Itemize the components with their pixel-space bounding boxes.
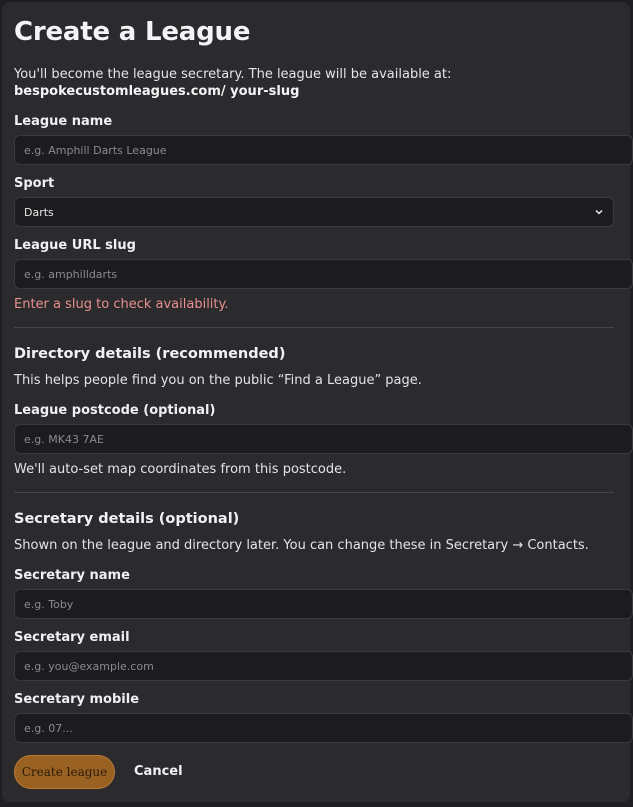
directory-description: This helps people find you on the public “Find a League” page. [14, 373, 422, 388]
secretary-description: Shown on the league and directory later. You can change these in Secretary → Contacts. [14, 538, 589, 553]
secretary-name-label: Secretary name [14, 568, 130, 583]
page-title: Create a League [14, 17, 251, 47]
directory-heading: Directory details (recommended) [14, 346, 286, 362]
slug-label: League URL slug [14, 238, 136, 253]
league-name-input[interactable] [14, 135, 633, 165]
secretary-name-input[interactable] [14, 589, 633, 619]
postcode-input[interactable] [14, 424, 633, 454]
intro-description: You'll become the league secretary. The league will be available at: [14, 67, 452, 82]
secretary-email-input[interactable] [14, 651, 633, 681]
postcode-label: League postcode (optional) [14, 403, 216, 418]
cancel-button[interactable]: Cancel [134, 764, 183, 779]
secretary-heading: Secretary details (optional) [14, 511, 240, 527]
create-league-card [2, 2, 630, 802]
league-name-label: League name [14, 114, 113, 129]
postcode-hint: We'll auto-set map coordinates from this postcode. [14, 462, 347, 477]
slug-status-message: Enter a slug to check availability. [14, 297, 229, 312]
intro-text [14, 66, 610, 100]
chevron-down-icon [594, 207, 604, 217]
secretary-email-label: Secretary email [14, 630, 130, 645]
create-league-button[interactable]: Create league [14, 755, 115, 789]
sport-label: Sport [14, 176, 55, 191]
sport-select[interactable] [14, 197, 614, 227]
intro-url: bespokecustomleagues.com/ your-slug [14, 84, 300, 99]
secretary-mobile-input[interactable] [14, 713, 633, 743]
secretary-mobile-label: Secretary mobile [14, 692, 140, 707]
section-divider [14, 327, 614, 328]
section-divider [14, 492, 614, 493]
slug-input[interactable] [14, 259, 633, 289]
sport-selected-value: Darts [24, 205, 54, 219]
